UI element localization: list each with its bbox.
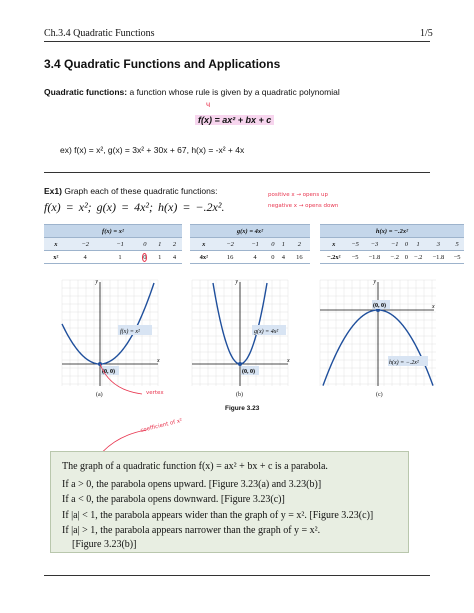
vertex-label: (0, 0) xyxy=(373,303,386,309)
table-cell xyxy=(137,251,152,264)
table-cell: 16 xyxy=(218,251,243,264)
table-cell: 1 xyxy=(152,238,167,251)
table-f xyxy=(44,224,182,264)
table-ylabel: x² xyxy=(44,251,68,264)
table-cell: −1.8 xyxy=(363,251,387,264)
table-cell: −1 xyxy=(386,238,403,251)
table-cell: 0 xyxy=(403,251,409,264)
table-cell: 4 xyxy=(243,251,268,264)
x-axis-letter: x xyxy=(432,304,435,310)
x-axis-letter: x xyxy=(157,358,160,364)
footer-rule xyxy=(44,575,430,576)
table-cell: 1 xyxy=(410,238,427,251)
graph-c xyxy=(318,278,438,388)
table-cell: −1 xyxy=(103,238,138,251)
table-cell: −2 xyxy=(68,238,103,251)
vertex-point xyxy=(238,362,242,366)
table-title: h(x) = −.2x² xyxy=(320,225,464,238)
table-cell: 1 xyxy=(152,251,167,264)
table-xlabel: x xyxy=(320,238,347,251)
table-cell: 0 xyxy=(137,238,152,251)
function-label: g(x) = 4x² xyxy=(254,329,279,335)
table-cell: 2 xyxy=(167,238,182,251)
graph-caption-c: (c) xyxy=(376,392,383,398)
graph-caption-b: (b) xyxy=(236,392,243,398)
chapter-header: Ch.3.4 Quadratic Functions xyxy=(44,28,155,39)
section-rule xyxy=(44,172,430,173)
table-cell: 0 xyxy=(268,238,279,251)
examples-line: ex) f(x) = x², g(x) = 3x² + 30x + 67, h(x) = -x² + 4x xyxy=(60,145,245,155)
table-title: g(x) = 4x² xyxy=(190,225,310,238)
table-g xyxy=(190,224,310,264)
table-cell: 4 xyxy=(167,251,182,264)
table-cell: −1 xyxy=(243,238,268,251)
header-rule xyxy=(44,41,430,42)
summary-line-3: If a < 0, the parabola opens downward. [Figure 3.23(c)] xyxy=(62,494,285,505)
table-cell: 1 xyxy=(278,238,289,251)
circled-value: 0 xyxy=(143,253,147,261)
table-cell: −2 xyxy=(218,238,243,251)
table-cell: 1 xyxy=(103,251,138,264)
annotation-positive: positive x → opens up xyxy=(268,192,328,198)
figure-caption: Figure 3.23 xyxy=(225,405,260,412)
function-label: h(x) = −.2x² xyxy=(389,360,419,366)
table-cell: −5 xyxy=(450,251,464,264)
ex1-prompt xyxy=(44,186,217,196)
ex1-text: Graph each of these quadratic functions: xyxy=(61,186,218,196)
table-cell: 3 xyxy=(427,238,451,251)
table-cell: 0 xyxy=(403,238,409,251)
table-cell: −.2 xyxy=(410,251,427,264)
table-cell: 4 xyxy=(278,251,289,264)
y-axis-letter: y xyxy=(235,279,238,285)
definition xyxy=(44,87,340,97)
table-cell: 0 xyxy=(268,251,279,264)
general-form: f(x) = ax² + bx + c xyxy=(195,115,274,125)
table-ylabel: −.2x² xyxy=(320,251,347,264)
table-ylabel: 4x² xyxy=(190,251,218,264)
vertex-label: (0, 0) xyxy=(242,369,255,375)
definition-text: a function whose rule is given by a quadratic polynomial xyxy=(127,87,340,97)
functions-line: f(x) = x²; g(x) = 4x²; h(x) = −.2x². xyxy=(44,200,225,214)
table-cell: 16 xyxy=(289,251,310,264)
page-number: 1/5 xyxy=(420,28,433,39)
section-title: 3.4 Quadratic Functions and Applications xyxy=(44,57,281,71)
vertex-label: (0, 0) xyxy=(102,369,115,375)
annotation-negative: negative x → opens down xyxy=(268,203,339,209)
summary-line-5: If |a| > 1, the parabola appears narrower than the graph of y = x². xyxy=(62,525,321,536)
annotation-coefficient: coefficient of x² xyxy=(139,417,184,435)
table-cell: −.2 xyxy=(386,251,403,264)
table-xlabel: x xyxy=(44,238,68,251)
x-axis-letter: x xyxy=(287,358,290,364)
table-cell: −3 xyxy=(363,238,387,251)
function-label: f(x) = x² xyxy=(120,329,140,335)
y-axis-letter: y xyxy=(373,279,376,285)
table-title: f(x) = x² xyxy=(44,225,182,238)
y-axis-letter: y xyxy=(95,279,98,285)
table-xlabel: x xyxy=(190,238,218,251)
table-h xyxy=(320,224,464,264)
annotation-vertex: vertex xyxy=(146,390,164,396)
summary-line-6: [Figure 3.23(b)] xyxy=(72,539,137,550)
summary-line-1: The graph of a quadratic function f(x) = ax² + bx + c is a parabola. xyxy=(62,461,328,472)
ex1-label: Ex1) xyxy=(44,186,62,196)
graph-caption-a: (a) xyxy=(96,392,103,398)
handwritten-mark: ч xyxy=(206,100,211,109)
definition-term: Quadratic functions: xyxy=(44,87,128,97)
graph-b xyxy=(190,278,290,388)
table-cell: 2 xyxy=(289,238,310,251)
summary-line-2: If a > 0, the parabola opens upward. [Figure 3.23(a) and 3.23(b)] xyxy=(62,479,322,490)
table-cell: −1.8 xyxy=(427,251,451,264)
summary-line-4: If |a| < 1, the parabola appears wider than the graph of y = x². [Figure 3.23(c)] xyxy=(62,510,374,521)
table-cell: 5 xyxy=(450,238,464,251)
table-cell: −5 xyxy=(347,238,362,251)
table-cell: 4 xyxy=(68,251,103,264)
table-cell: −5 xyxy=(347,251,362,264)
